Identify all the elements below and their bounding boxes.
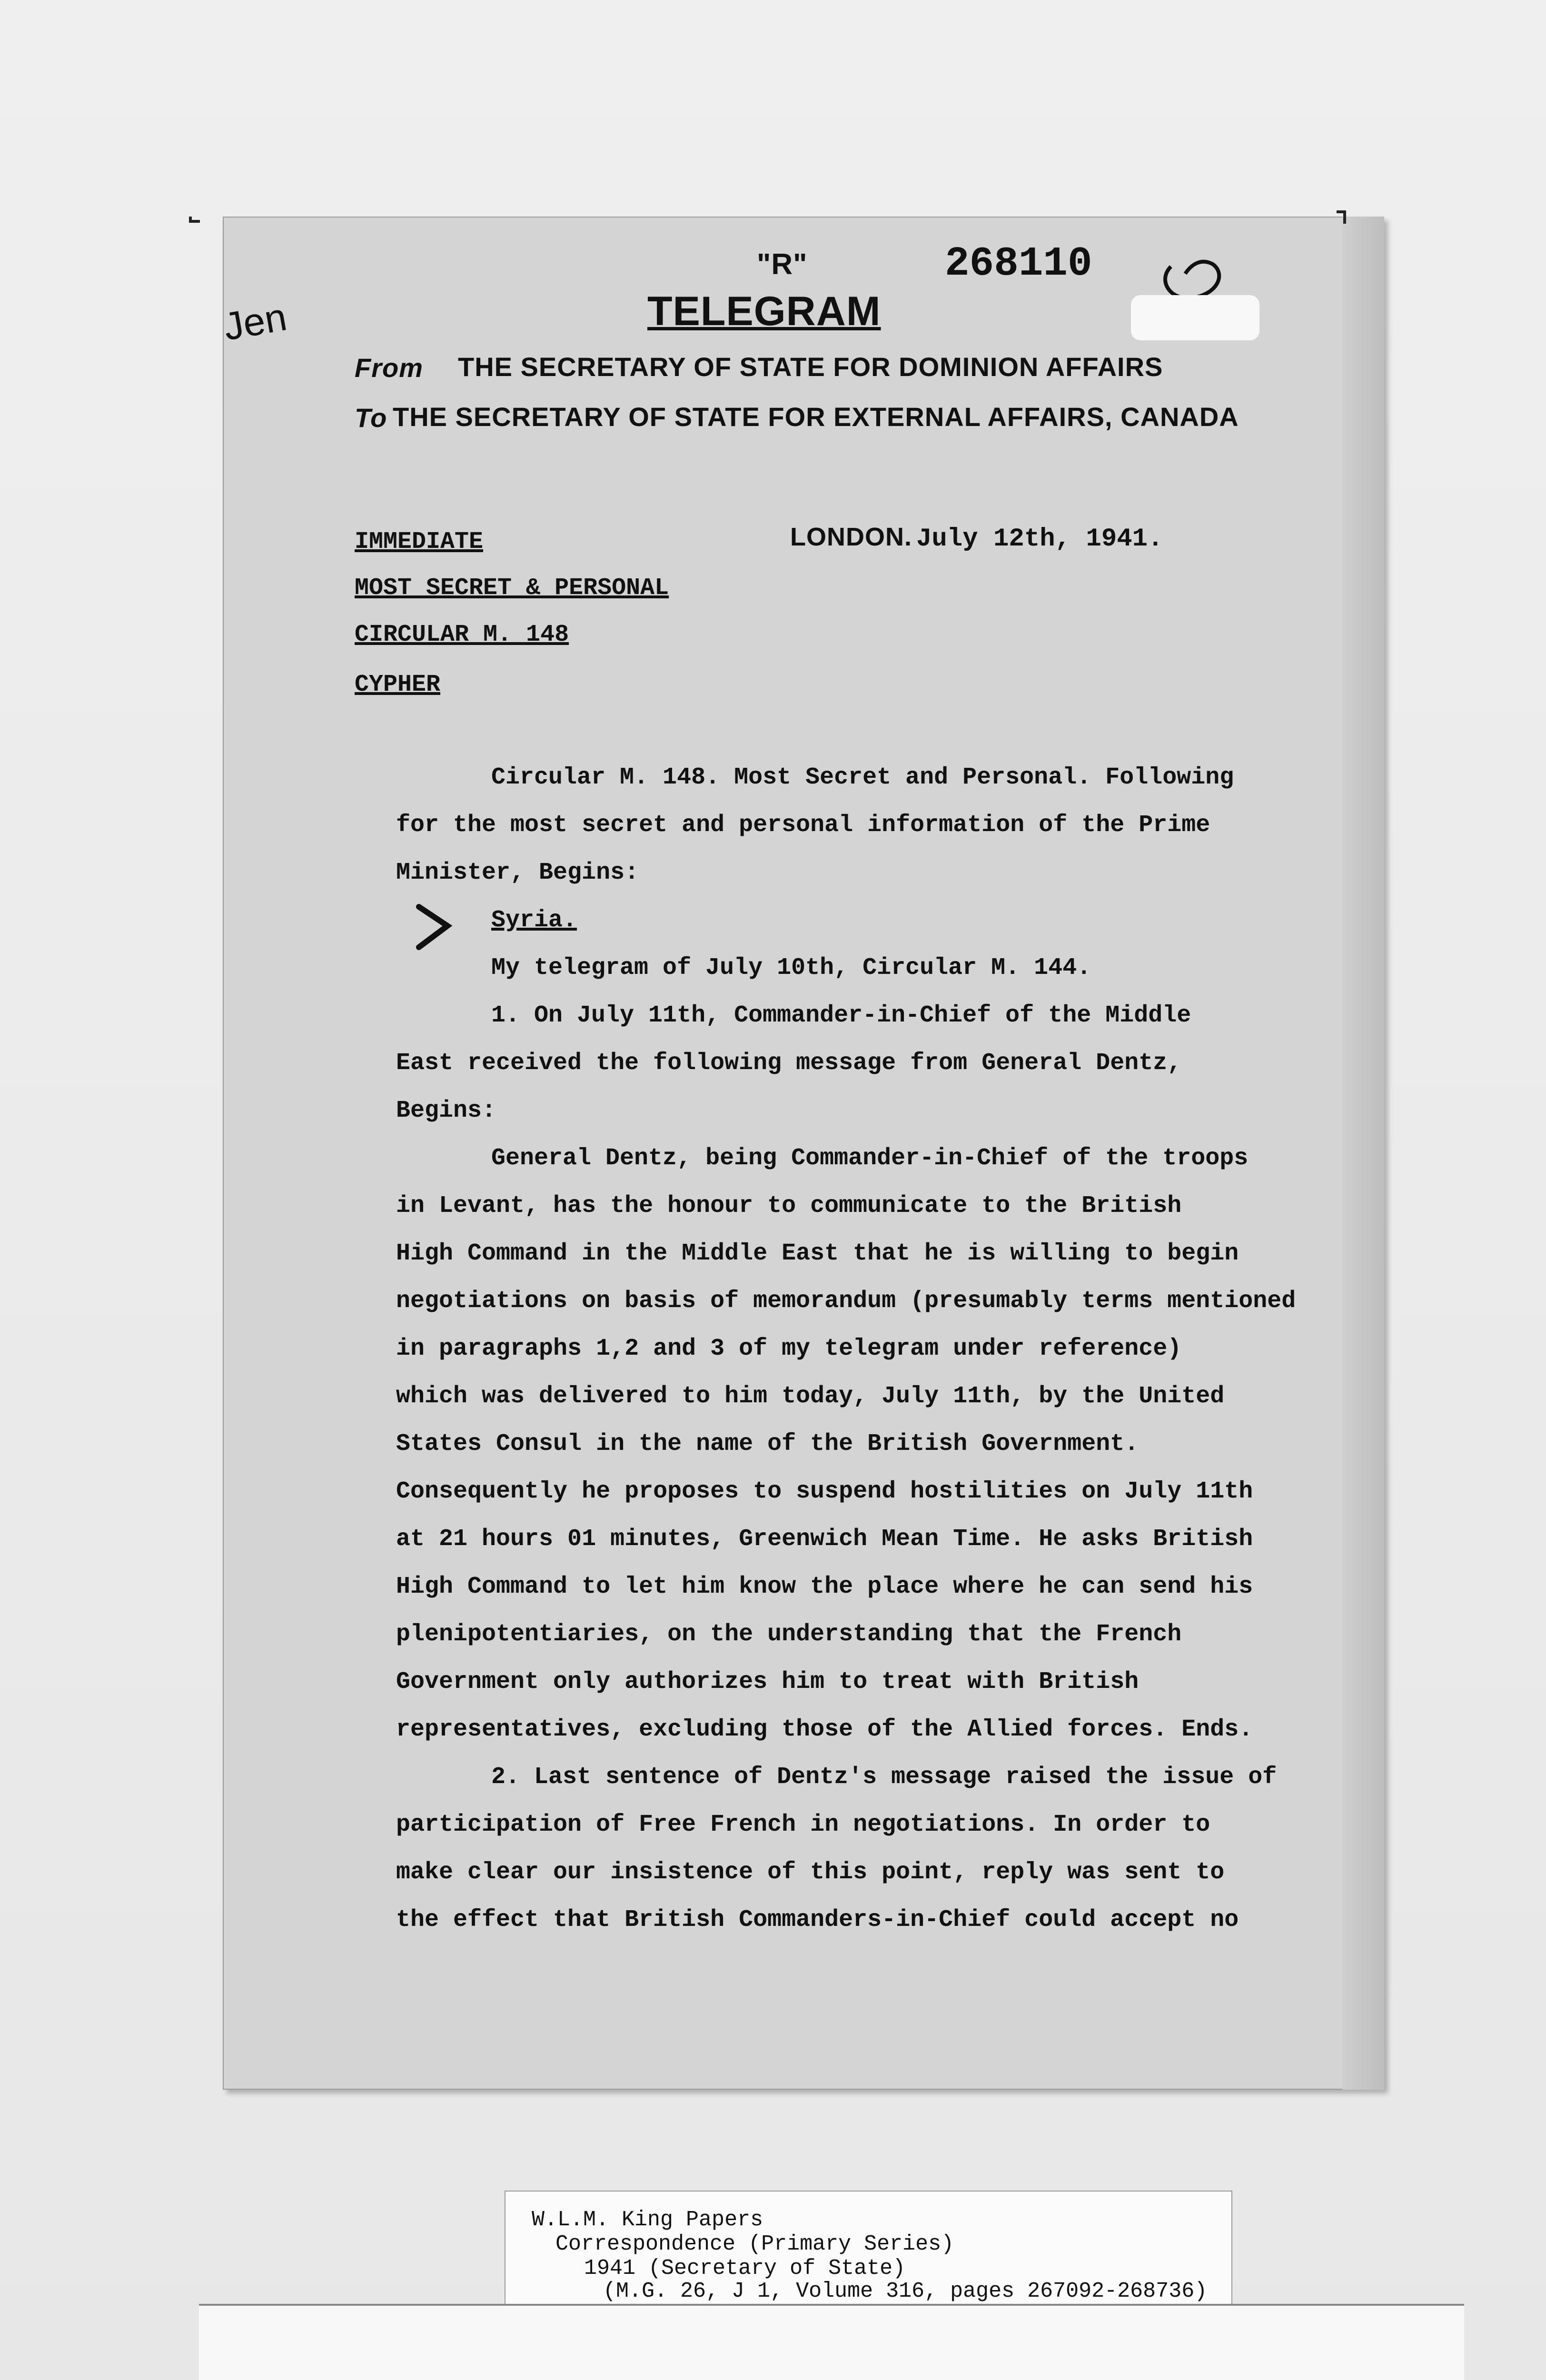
to-label: To [355, 403, 387, 433]
body-line-19: plenipotentiaries, on the understanding that the French [396, 1621, 1182, 1648]
body-line-24: make clear our insistence of this point, reply was sent to [396, 1859, 1225, 1886]
collection-label-line-2: Correspondence (Primary Series) [555, 2232, 954, 2256]
body-line-10: in Levant, has the honour to communicate to the British [396, 1192, 1182, 1220]
body-line-8: Begins: [396, 1097, 496, 1124]
body-line-16: Consequently he proposes to suspend hostilities on July 11th [396, 1478, 1253, 1505]
body-line-17: at 21 hours 01 minutes, Greenwich Mean Time. He asks British [396, 1526, 1253, 1553]
body-line-9: General Dentz, being Commander-in-Chief of the troops [491, 1145, 1249, 1172]
body-line-5: My telegram of July 10th, Circular M. 144. [491, 954, 1091, 982]
date: July 12th, 1941. [916, 525, 1163, 554]
body-line-3: Minister, Begins: [396, 859, 639, 886]
document-number: 268110 [945, 240, 1092, 287]
body-line-25: the effect that British Commanders-in-Chief could accept no [396, 1906, 1239, 1934]
collection-label-line-1: W.L.M. King Papers [532, 2208, 763, 2232]
body-line-4: Syria. [491, 907, 577, 934]
body-line-15: States Consul in the name of the British Government. [396, 1430, 1139, 1458]
body-line-14: which was delivered to him today, July 11th, by the United [396, 1383, 1225, 1410]
recipient: THE SECRETARY OF STATE FOR EXTERNAL AFFAIRS, CANADA [393, 402, 1239, 432]
classification-immediate: IMMEDIATE [355, 528, 484, 555]
classification-cypher: CYPHER [355, 671, 441, 698]
collection-label [505, 2191, 1232, 2314]
archive-card [199, 2304, 1464, 2380]
body-line-13: in paragraphs 1,2 and 3 of my telegram under reference) [396, 1335, 1182, 1362]
body-line-1: Circular M. 148. Most Secret and Personal. Following [491, 764, 1234, 791]
document-title: TELEGRAM [647, 288, 881, 334]
body-line-21: representatives, excluding those of the Allied forces. Ends. [396, 1716, 1253, 1743]
location: LONDON. [790, 523, 912, 551]
body-line-11: High Command in the Middle East that he is willing to begin [396, 1240, 1239, 1267]
margin-note: Jen [220, 295, 290, 349]
body-line-22: 2. Last sentence of Dentz's message raised the issue of [491, 1764, 1277, 1791]
body-line-6: 1. On July 11th, Commander-in-Chief of the Middle [491, 1002, 1191, 1029]
sender: THE SECRETARY OF STATE FOR DOMINION AFFAIRS [458, 352, 1163, 382]
body-line-12: negotiations on basis of memorandum (presumably terms mentioned [396, 1288, 1296, 1315]
body-line-20: Government only authorizes him to treat with British [396, 1668, 1139, 1696]
body-line-2: for the most secret and personal information of the Prime [396, 812, 1210, 839]
collection-label-line-4: (M.G. 26, J 1, Volume 316, pages 267092-268736) [603, 2279, 1208, 2303]
from-label: From [355, 353, 423, 383]
classification-mark: "R" [757, 248, 808, 281]
classification-circular: CIRCULAR M. 148 [355, 621, 569, 648]
classification-secret: MOST SECRET & PERSONAL [355, 575, 669, 602]
collection-label-line-3: 1941 (Secretary of State) [584, 2256, 906, 2281]
body-line-23: participation of Free French in negotiations. In order to [396, 1811, 1210, 1838]
body-line-7: East received the following message from General Dentz, [396, 1050, 1182, 1077]
body-line-18: High Command to let him know the place where he can send his [396, 1573, 1253, 1600]
